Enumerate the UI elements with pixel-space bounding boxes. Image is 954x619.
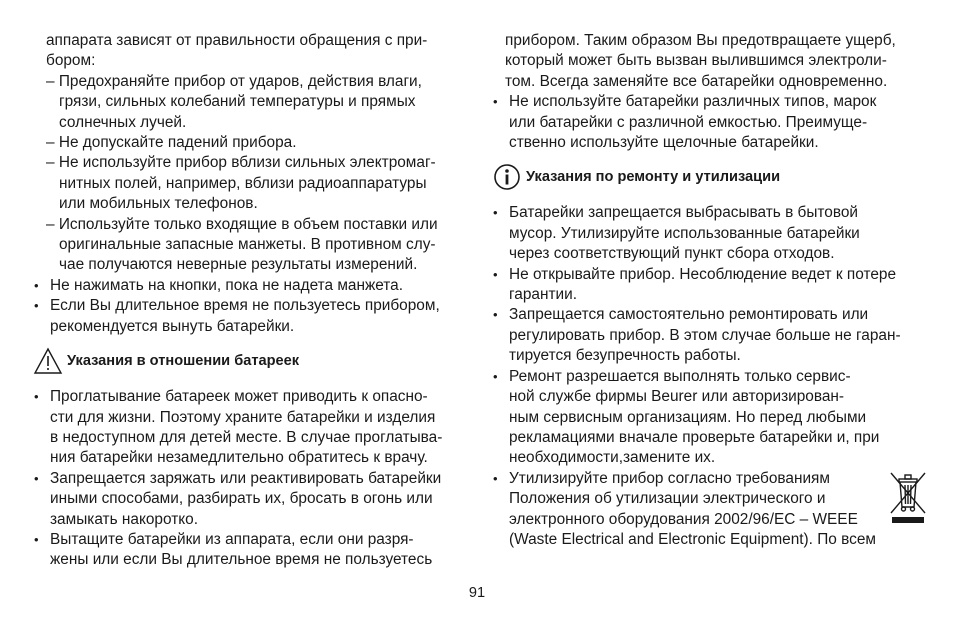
bullet-marker: • — [493, 266, 498, 282]
bullet-marker: • — [493, 307, 498, 323]
dash-line: – Используйте только входящие в объем поставки или — [46, 215, 438, 233]
bullet-line: Не используйте батарейки различных типов, марок — [509, 93, 877, 111]
info-circle-icon — [492, 163, 522, 191]
crossed-bin-icon — [888, 469, 928, 525]
bullet-line: замыкать накоротко. — [50, 510, 198, 528]
dash-line: нитных полей, например, вблизи радиоаппаратуры — [59, 174, 427, 192]
dash-line: – Предохраняйте прибор от ударов, действия влаги, — [46, 72, 422, 90]
bullet-marker: • — [493, 368, 498, 384]
bullet-line: Вытащите батарейки из аппарата, если они разря- — [50, 530, 414, 548]
bullet-marker: • — [34, 389, 39, 405]
dash-line: солнечных лучей. — [59, 113, 187, 131]
battery-heading — [33, 347, 468, 375]
bullet-line: иными способами, разбирать их, бросать в огонь или — [50, 490, 433, 508]
continued-line: прибором. Таким образом Вы предотвращаете ущерб, — [505, 32, 896, 49]
bullet-line: мусор. Утилизируйте использованные батарейки — [509, 224, 860, 242]
bullet-item — [492, 92, 922, 153]
bullet-line: электронного оборудования 2002/96/EC – WEEE — [509, 510, 858, 528]
repair-heading-text: Указания по ремонту и утилизации — [526, 169, 781, 186]
bullet-line: ной службе фирмы Beurer или авторизирован- — [509, 388, 845, 406]
bullet-marker: • — [34, 277, 39, 293]
bullet-line: Не нажимать на кнопки, пока не надета манжета. — [50, 276, 404, 294]
bullet-line: ственно используйте щелочные батарейки. — [509, 134, 819, 152]
bullet-marker: • — [493, 205, 498, 221]
right-column — [492, 31, 922, 550]
bullet-line: тируется безупречность работы. — [509, 347, 741, 365]
bullet-marker: • — [34, 298, 39, 314]
bullet-line: Не открывайте прибор. Несоблюдение ведет к потере — [509, 265, 897, 283]
bullet-marker: • — [34, 531, 39, 547]
bullet-line: ния батарейки незамедлительно обратитесь к врачу. — [50, 449, 428, 467]
bullet-item — [492, 469, 922, 551]
bullet-item — [33, 387, 468, 469]
bullet-item — [492, 305, 922, 366]
continued-paragraph — [492, 31, 922, 92]
warning-triangle-icon — [33, 347, 63, 375]
dash-line: – Не используйте прибор вблизи сильных электромаг- — [46, 154, 436, 172]
battery-heading-text: Указания в отношении батареек — [67, 352, 300, 369]
dash-item — [33, 215, 468, 276]
bullet-line: жены или если Вы длительное время не пользуетесь — [50, 551, 433, 569]
bullet-line: или батарейки с различной емкостью. Преимуще- — [509, 113, 868, 131]
bullet-item — [492, 203, 922, 264]
continued-line: который может быть вызван вылившимся электроли- — [505, 52, 887, 70]
bullet-item — [33, 530, 468, 571]
bullet-line: регулировать прибор. В этом случае больше не гаран- — [509, 326, 901, 344]
bullet-marker: • — [493, 470, 498, 486]
bullet-line: сти для жизни. Поэтому храните батарейки и изделия — [50, 408, 436, 426]
bullet-marker: • — [34, 470, 39, 486]
page-number: 91 — [468, 585, 486, 601]
bullet-item — [492, 367, 922, 469]
dash-line: или мобильных телефонов. — [59, 195, 258, 213]
bullet-line: ным сервисным организациям. Но перед любыми — [509, 408, 867, 426]
bullet-line: Положения об утилизации электрического и — [509, 490, 826, 508]
bullet-line: Батарейки запрещается выбрасывать в бытовой — [509, 204, 859, 222]
bullet-line: Запрещается заряжать или реактивировать батарейки — [50, 469, 442, 487]
bullet-line: Запрещается самостоятельно ремонтировать или — [509, 306, 869, 324]
bullet-line: Проглатывание батареек может приводить к опасно- — [50, 388, 428, 406]
dash-line: грязи, сильных колебаний температуры и прямых — [59, 93, 416, 111]
bullet-line: рекомендуется вынуть батарейки. — [50, 317, 295, 335]
bullet-line: гарантии. — [509, 286, 577, 304]
continued-line: том. Всегда заменяйте все батарейки одновременно. — [505, 72, 888, 90]
left-column — [33, 31, 468, 571]
repair-heading — [492, 163, 922, 191]
dash-line: оригинальные запасные манжеты. В противном слу- — [59, 236, 436, 254]
bullet-item — [492, 265, 922, 306]
dash-item — [33, 72, 468, 133]
bullet-line: (Waste Electrical and Electronic Equipment). По всем — [509, 530, 876, 548]
intro-paragraph — [33, 31, 468, 72]
intro-line: аппарата зависят от правильности обращения с при- — [46, 32, 428, 49]
dash-item — [33, 153, 468, 214]
bullet-line: в недоступном для детей месте. В случае проглатыва- — [50, 428, 443, 446]
bullet-line: рекламациями вначале проверьте батарейки и, при — [509, 428, 880, 446]
bullet-line: через соответствующий пункт сбора отходов. — [509, 245, 835, 263]
dash-item — [33, 133, 468, 153]
bullet-line: Ремонт разрешается выполнять только сервис- — [509, 367, 851, 385]
bullet-line: Если Вы длительное время не пользуетесь прибором, — [50, 297, 440, 315]
bullet-line: необходимости,замените их. — [509, 449, 716, 467]
bullet-marker: • — [493, 94, 498, 110]
bullet-line: Утилизируйте прибор согласно требованиям — [509, 469, 830, 487]
bullet-item — [33, 296, 468, 337]
bullet-item — [33, 469, 468, 530]
dash-line: чае получаются неверные результаты измерений. — [59, 256, 418, 274]
bullet-item — [33, 276, 468, 296]
dash-line: – Не допускайте падений прибора. — [46, 134, 297, 152]
intro-line: бором: — [46, 52, 96, 70]
